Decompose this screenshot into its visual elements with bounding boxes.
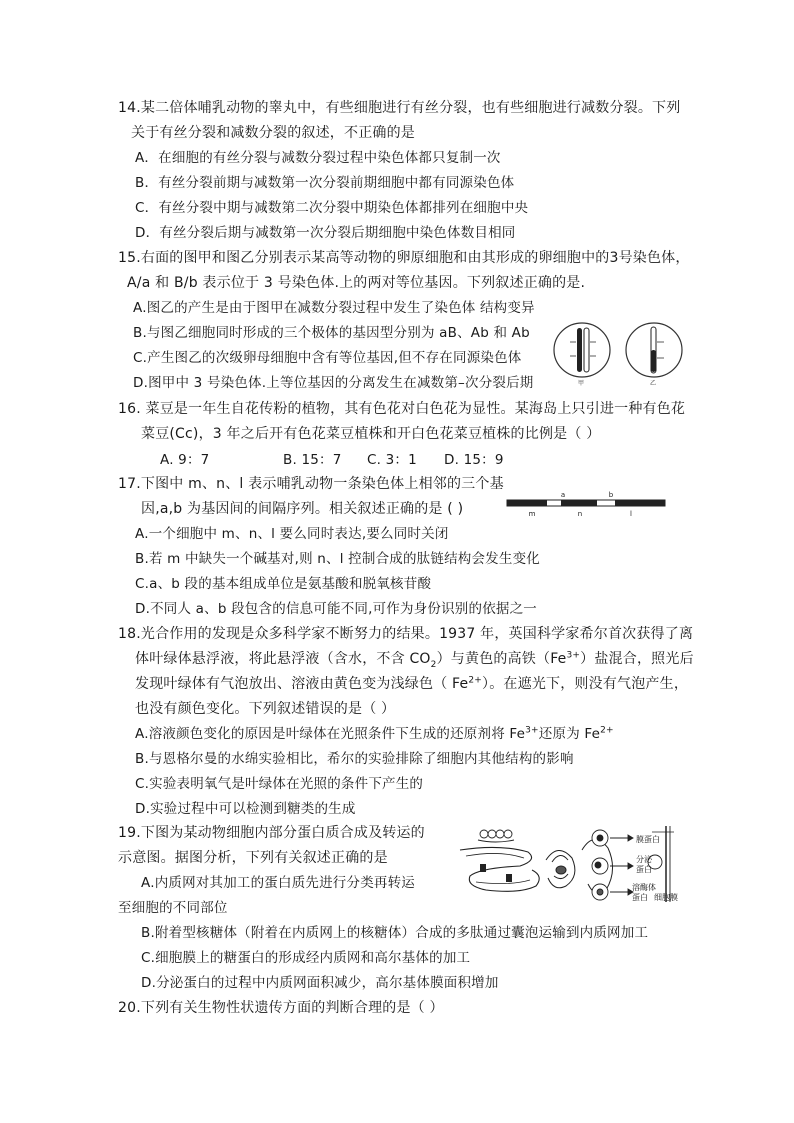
- q19-option-b: B.附着型核糖体（附着在内质网上的核糖体）合成的多肽通过囊泡运输到内质网加工: [141, 925, 649, 941]
- q16-option-a: A. 9：7: [160, 452, 210, 468]
- cell-jia-diagram: [554, 323, 610, 386]
- q19-option-a-line1: A.内质网对其加工的蛋白质先进行分类再转运: [141, 875, 415, 891]
- q17-option-d: D.不同人 a、b 段包含的信息可能不同,可作为身份识别的依据之一: [135, 601, 538, 617]
- q17-option-a: A.一个细胞中 m、n、l 要么同时表达,要么同时关闭: [135, 526, 449, 542]
- q18-stem-line2: 体叶绿体悬浮液，将此悬浮液（含水，不含 $CO_2$）与黄色的高铁$(Fe^{3+})$盐混合，照光后: [135, 650, 694, 670]
- transport-vesicles: [592, 830, 608, 900]
- q14-option-c: C．有丝分裂中期与减数第二次分裂中期染色体都排列在细胞中央: [135, 200, 529, 216]
- q16-option-d: D. 15：9: [444, 452, 504, 468]
- q18-stem-line1: 18.光合作用的发现是众多科学家不断努力的结果。1937 年，英国科学家希尔首次获得了离: [118, 626, 694, 642]
- gene-m-segment: [507, 500, 547, 506]
- q19-option-d: D.分泌蛋白的过程中内质网面积减少，高尔基体膜面积增加: [141, 975, 499, 991]
- q14-option-b: B．有丝分裂前期与减数第一次分裂前期细胞中都有同源染色体: [135, 175, 515, 191]
- lysosome-protein-label-2: 蛋白: [632, 893, 648, 902]
- cell-membrane-label: 细胞膜: [654, 893, 678, 902]
- q18-stem-line4: 也没有颜色变化。下列叙述错误的是（ ）: [135, 701, 396, 717]
- q15-stem-line2: A/a 和 B/b 表示位于 3 号染色体.上的两对等位基因。下列叙述正确的是.: [127, 275, 586, 291]
- membrane-protein-label: 膜蛋白: [636, 835, 660, 844]
- gene-n-segment: [561, 500, 597, 506]
- golgi-apparatus: [546, 850, 575, 887]
- free-ribosomes: [478, 830, 514, 842]
- q16-stem-line1: 16. 菜豆是一年生自花传粉的植物，其有色花对白色花为显性。某海岛上只引进一种有色花: [118, 401, 686, 417]
- cell-jia-label: 甲: [577, 380, 585, 386]
- q15-option-d: D.图甲中 3 号染色体.上等位基因的分离发生在减数第–次分裂后期: [133, 375, 534, 391]
- gene-n-label: n: [577, 510, 583, 518]
- q18-stem-line3: 发现叶绿体有气泡放出、溶液由黄色变为浅绿色（ $Fe^{2+}$）。在遮光下，则没有气泡产生，: [135, 675, 689, 692]
- q19-stem-line2: 示意图。据图分析，下列有关叙述正确的是: [118, 850, 388, 866]
- gene-gap-b-label: b: [608, 491, 614, 499]
- secreted-protein-label-1: 分泌: [636, 855, 652, 864]
- q15-stem-line1: 15.右面的图甲和图乙分别表示某高等动物的卵原细胞和由其形成的卵细胞中的3号染色体，: [118, 250, 690, 266]
- secreted-protein-label-2: 蛋白: [636, 865, 652, 874]
- q17-option-c: C.a、b 段的基本组成单位是氨基酸和脱氧核苷酸: [135, 576, 432, 592]
- cell-yi-label: 乙: [649, 380, 657, 386]
- q18-option-a: A.溶液颜色变化的原因是叶绿体在光照条件下生成的还原剂将 $Fe^{3+}$还原为 $Fe^{2+}$: [135, 725, 614, 742]
- q14-option-a: A．在细胞的有丝分裂与减数分裂过程中染色体都只复制一次: [135, 150, 501, 166]
- q14-stem-line2: 关于有丝分裂和减数分裂的叙述，不正确的是: [131, 125, 415, 141]
- q14-stem-line1: 14.某二倍体哺乳动物的睾丸中，有些细胞进行有丝分裂，也有些细胞进行减数分裂。下列: [118, 100, 681, 116]
- gene-m-label: m: [528, 510, 536, 518]
- q15-option-b: B.与图乙细胞同时形成的三个极体的基因型分别为 aB、Ab 和 Ab: [133, 325, 530, 341]
- q15-option-a: A.图乙的产生是由于图甲在减数分裂过程中发生了染色体 结构变异: [133, 300, 535, 316]
- q18-option-b: B.与恩格尔曼的水绵实验相比，希尔的实验排除了细胞内其他结构的影响: [135, 751, 574, 767]
- q20-stem-line1: 20.下列有关生物性状遗传方面的判断合理的是（ ）: [118, 1000, 444, 1016]
- q15-chromosome-figure: [552, 320, 692, 386]
- q17-stem-line1: 17.下图中 m、n、l 表示哺乳动物一条染色体上相邻的三个基: [118, 476, 504, 492]
- endoplasmic-reticulum: [460, 847, 539, 891]
- q19-option-a-line2: 至细胞的不同部位: [118, 900, 228, 916]
- q17-stem-line2: 因,a,b 为基因间的间隔序列。相关叙述正确的是 ( ): [141, 501, 464, 517]
- q14-option-d: D．有丝分裂后期与减数第一次分裂后期细胞中染色体数目相同: [135, 225, 516, 241]
- q16-stem-line2: 菜豆(Cc)，3 年之后开有色花菜豆植株和开白色花菜豆植株的比例是（ ）: [141, 426, 601, 442]
- q15-option-c: C.产生图乙的次级卵母细胞中含有等位基因,但不存在同源染色体: [133, 350, 522, 366]
- lysosome-protein-label-1: 溶酶体: [632, 883, 656, 892]
- q17-gene-figure: [505, 488, 670, 518]
- q19-stem-line1: 19.下图为某动物细胞内部分蛋白质合成及转运的: [118, 825, 425, 841]
- q16-option-b: B. 15：7: [283, 452, 342, 468]
- cell-yi-diagram: [626, 323, 682, 386]
- gene-gap-a-label: a: [560, 491, 566, 499]
- q18-option-d: D.实验过程中可以检测到糖类的生成: [135, 801, 356, 817]
- q19-protein-transport-figure: [440, 820, 690, 908]
- q18-option-c: C.实验表明氧气是叶绿体在光照的条件下产生的: [135, 776, 424, 792]
- gene-l-label: l: [630, 510, 632, 518]
- q17-option-b: B.若 m 中缺失一个碱基对,则 n、l 控制合成的肽链结构会发生变化: [135, 551, 540, 567]
- q16-option-c: C. 3：1: [367, 452, 417, 468]
- gene-l-segment: [615, 500, 665, 506]
- q19-option-c: C.细胞膜上的糖蛋白的形成经内质网和高尔基体的加工: [141, 950, 471, 966]
